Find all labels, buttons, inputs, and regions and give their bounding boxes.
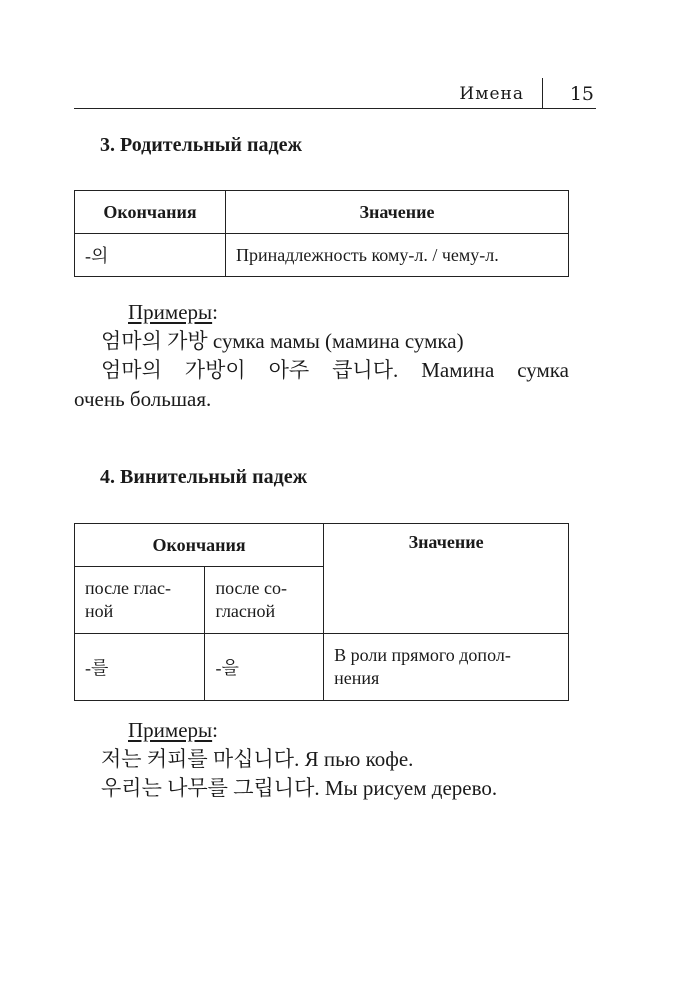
section-3-title: 3. Родительный падеж — [100, 134, 302, 156]
accusative-table — [74, 523, 569, 701]
meaning-text: В роли прямого допол- — [334, 645, 511, 665]
examples-label: Примеры — [128, 300, 213, 324]
section-4-examples — [74, 716, 569, 803]
genitive-table — [74, 190, 569, 277]
ending-consonant-cell: -을 — [205, 634, 324, 701]
section-3-examples — [74, 298, 569, 414]
example-line: очень большая. — [74, 387, 212, 411]
table-row — [75, 634, 569, 701]
ending-cell: -의 — [75, 234, 226, 277]
examples-colon: : — [212, 300, 218, 324]
meaning-text: нения — [334, 668, 380, 688]
header-divider — [542, 78, 543, 108]
subheader-text: ной — [85, 601, 114, 621]
page-number: 15 — [569, 83, 594, 105]
examples-label: Примеры — [128, 718, 213, 742]
running-header — [74, 72, 596, 109]
ending-vowel-cell: -를 — [75, 634, 205, 701]
subheader-after-consonant — [205, 567, 324, 634]
header-endings: Окончания — [75, 191, 226, 234]
subheader-after-vowel — [75, 567, 205, 634]
header-meaning: Значение — [226, 191, 569, 234]
examples-colon: : — [212, 718, 218, 742]
meaning-cell: Принадлежность кому-л. / чему-л. — [226, 234, 569, 277]
example-line: 엄마의 가방이 아주 큽니다. Мамина сумка — [101, 358, 569, 382]
subheader-text: после глас- — [85, 578, 171, 598]
example-line: 우리는 나무를 그립니다. Мы рисуем дерево. — [101, 776, 498, 800]
subheader-text: гласной — [215, 601, 276, 621]
meaning-cell — [324, 634, 569, 701]
header-endings: Окончания — [75, 524, 324, 567]
example-line: 엄마의 가방 сумка мамы (мамина сумка) — [101, 329, 464, 353]
table-header-row — [75, 191, 569, 234]
header-meaning: Значение — [324, 524, 569, 634]
header-title: Имена — [459, 84, 524, 104]
section-4-title: 4. Винительный падеж — [100, 466, 308, 488]
table-row — [75, 234, 569, 277]
example-line: 저는 커피를 마십니다. Я пью кофе. — [101, 747, 414, 771]
subheader-text: после со- — [215, 578, 287, 598]
table-header-row — [75, 524, 569, 567]
